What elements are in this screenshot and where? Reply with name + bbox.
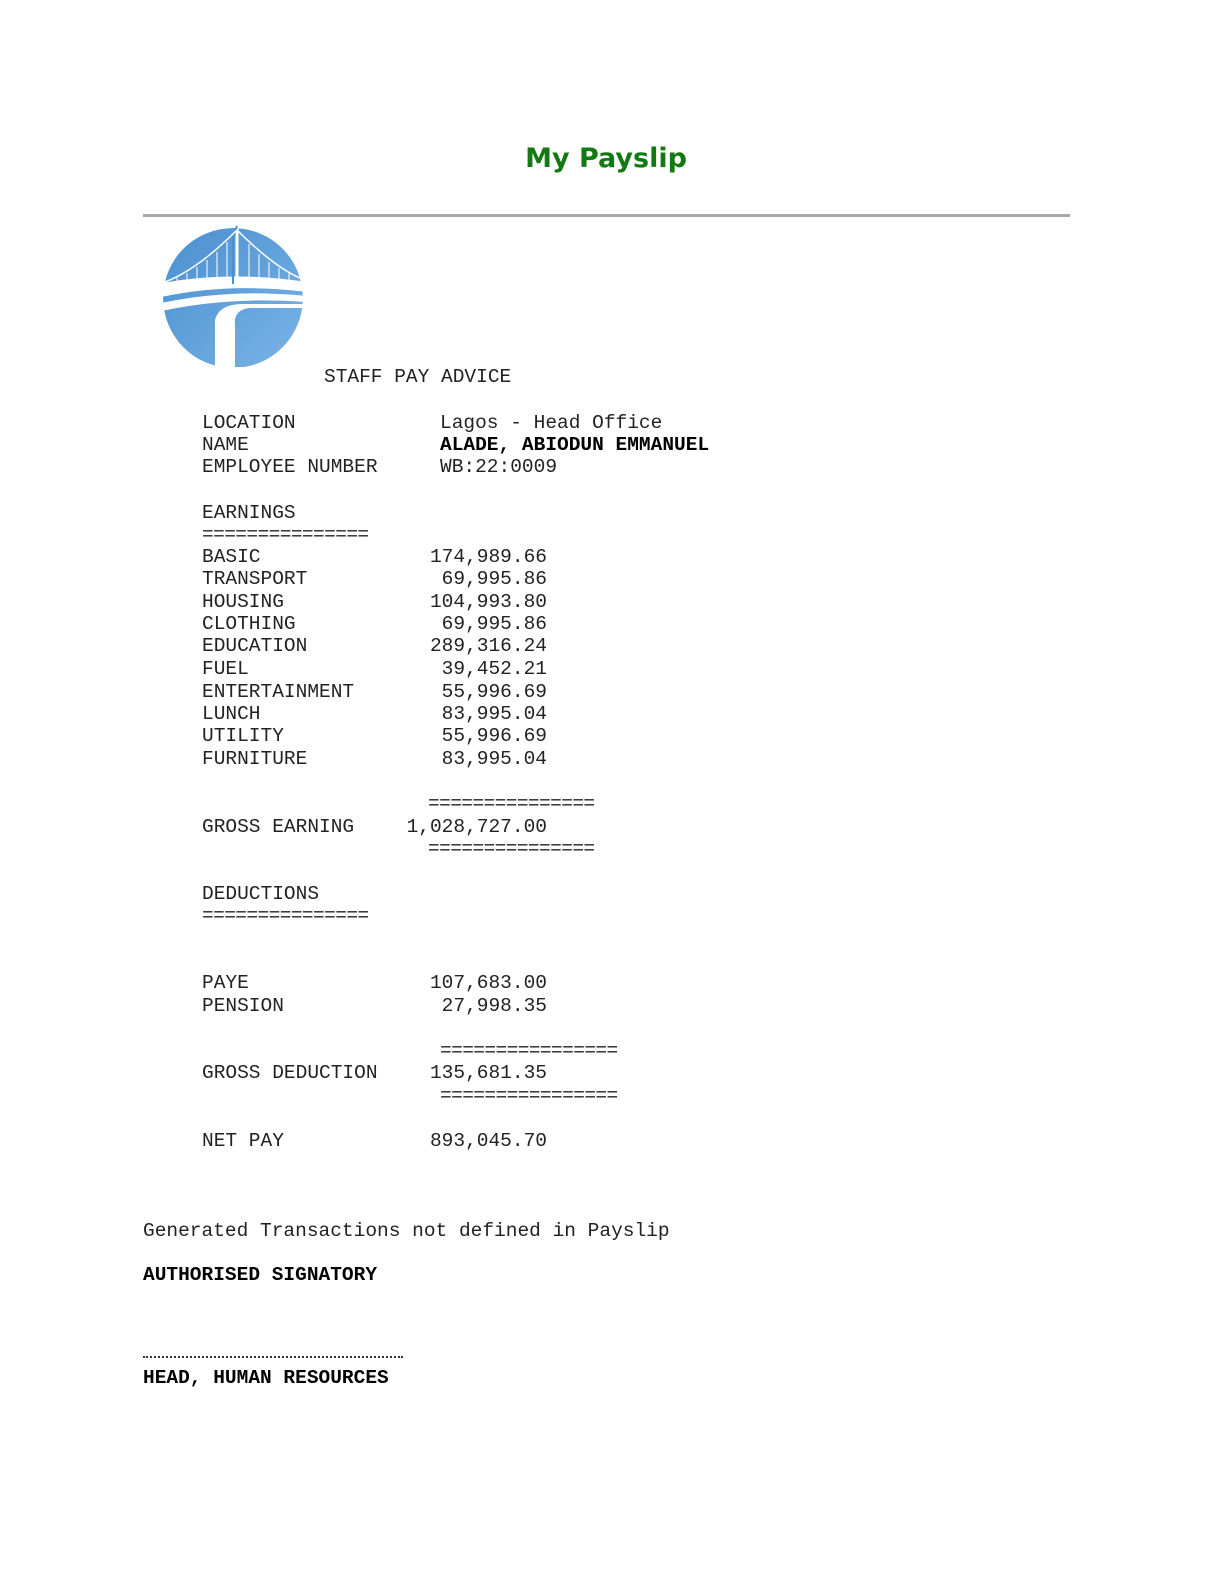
earning-amount: 83,995.04 (441, 748, 547, 770)
earning-label: UTILITY (202, 725, 284, 747)
earning-label: TRANSPORT (202, 568, 308, 590)
deductions-heading: DEDUCTIONS (202, 883, 320, 905)
gross-earning-rule-bottom: =============== (428, 838, 595, 860)
gross-deduction-rule-top: ================ (440, 1040, 618, 1062)
earning-amount: 69,995.86 (441, 613, 547, 635)
earnings-underline: =============== (202, 524, 369, 546)
location-value: Lagos - Head Office (440, 412, 663, 434)
earning-amount: 104,993.80 (429, 591, 547, 613)
bridge-logo-icon (157, 222, 307, 367)
gross-deduction-rule-bottom: ================ (440, 1085, 618, 1107)
earning-amount: 83,995.04 (441, 703, 547, 725)
location-label: LOCATION (202, 412, 296, 434)
signatory-title: HEAD, HUMAN RESOURCES (143, 1367, 389, 1389)
gross-earning-amount: 1,028,727.00 (406, 816, 547, 838)
name-label: NAME (202, 434, 249, 456)
title-divider (143, 214, 1070, 217)
deduction-label: PAYE (202, 972, 249, 994)
earning-label: FUEL (202, 658, 249, 680)
gross-deduction-label: GROSS DEDUCTION (202, 1062, 378, 1084)
deduction-amount: 27,998.35 (441, 995, 547, 1017)
gross-earning-label: GROSS EARNING (202, 816, 355, 838)
earning-label: EDUCATION (202, 635, 308, 657)
earning-label: ENTERTAINMENT (202, 681, 355, 703)
deduction-label: PENSION (202, 995, 284, 1017)
earning-label: CLOTHING (202, 613, 296, 635)
employee-number-label: EMPLOYEE NUMBER (202, 456, 378, 478)
name-value: ALADE, ABIODUN EMMANUEL (440, 434, 710, 456)
gross-deduction-amount: 135,681.35 (429, 1062, 547, 1084)
pay-advice-header: STAFF PAY ADVICE (324, 366, 512, 388)
earning-amount: 55,996.69 (441, 681, 547, 703)
deductions-underline: =============== (202, 905, 369, 927)
earning-amount: 174,989.66 (429, 546, 547, 568)
earnings-heading: EARNINGS (202, 502, 296, 524)
authorised-signatory: AUTHORISED SIGNATORY (143, 1264, 378, 1286)
earning-label: HOUSING (202, 591, 284, 613)
net-pay-amount: 893,045.70 (429, 1130, 547, 1152)
generated-note: Generated Transactions not defined in Payslip (143, 1220, 670, 1242)
page-title: My Payslip (525, 143, 687, 174)
earning-amount: 69,995.86 (441, 568, 547, 590)
earning-label: BASIC (202, 546, 261, 568)
gross-earning-rule-top: =============== (428, 793, 595, 815)
earning-amount: 289,316.24 (429, 635, 547, 657)
deduction-amount: 107,683.00 (429, 972, 547, 994)
employee-number-value: WB:22:0009 (440, 456, 558, 478)
earning-label: FURNITURE (202, 748, 308, 770)
earning-amount: 39,452.21 (441, 658, 547, 680)
net-pay-label: NET PAY (202, 1130, 284, 1152)
signature-line (143, 1356, 403, 1358)
earning-label: LUNCH (202, 703, 261, 725)
earning-amount: 55,996.69 (441, 725, 547, 747)
